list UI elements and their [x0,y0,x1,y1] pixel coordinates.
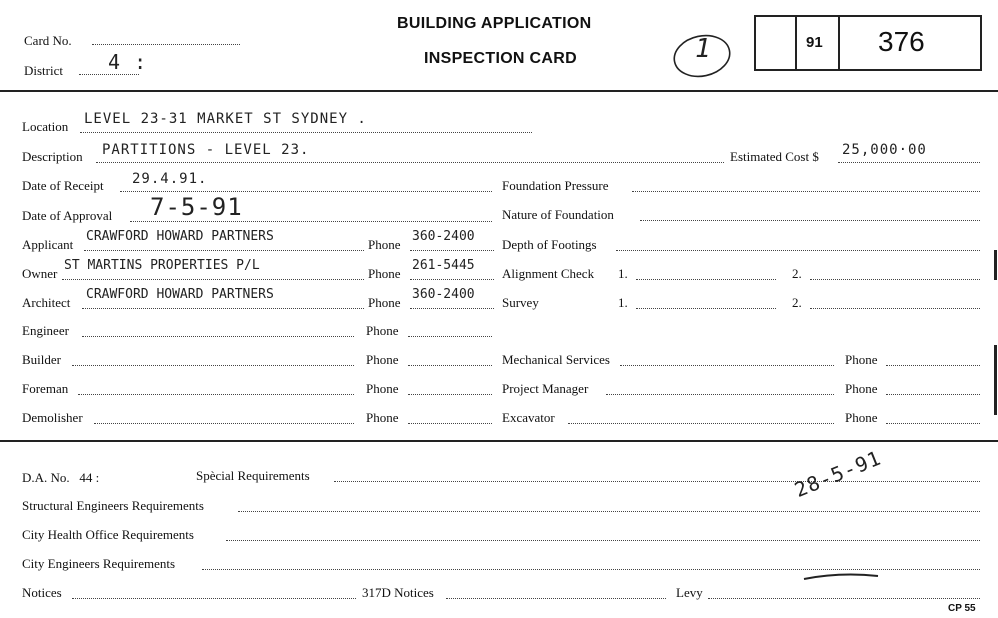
notices-317d-field[interactable] [446,598,666,599]
excavator-phone-label: Phone [845,410,878,425]
district-label: District [24,63,63,78]
levy-field[interactable] [708,598,980,599]
engineer-label: Engineer [22,323,69,338]
section-divider [0,90,998,92]
mechanical-phone-field[interactable] [886,365,980,366]
special-requirements-label: Spècial Requirements [196,468,310,483]
handwritten-date: 28-5-91 [791,445,885,502]
applicant-label: Applicant [22,237,74,252]
form-subtitle: INSPECTION CARD [424,50,577,67]
excavator-field[interactable] [568,423,834,424]
owner-phone-field[interactable] [410,279,494,280]
owner-label: Owner [22,266,58,281]
nature-foundation-field[interactable] [640,220,980,221]
demolisher-label: Demolisher [22,410,83,425]
survey-1-label: 1. [618,295,628,310]
handwritten-dash-mark [800,570,884,584]
demolisher-phone-field[interactable] [408,423,492,424]
engineer-phone-label: Phone [366,323,399,338]
structural-field[interactable] [238,511,980,512]
foreman-phone-label: Phone [366,381,399,396]
foundation-pressure-field[interactable] [632,191,980,192]
box-large-number: 376 [878,26,925,57]
estimated-cost-value: 25,000·00 [842,142,927,158]
city-engineers-label: City Engineers Requirements [22,556,176,571]
circled-number: 1 [695,34,712,64]
box-divider [838,17,840,69]
date-approval-label: Date of Approval [22,208,113,223]
owner-phone-label: Phone [368,266,401,281]
edge-mark [994,250,997,280]
demolisher-phone-label: Phone [366,410,399,425]
survey-2-label: 2. [792,295,802,310]
engineer-field[interactable] [82,336,354,337]
engineer-phone-field[interactable] [408,336,492,337]
architect-value: CRAWFORD HOWARD PARTNERS [86,287,274,302]
mechanical-phone-label: Phone [845,352,878,367]
form-title: BUILDING APPLICATION [397,15,592,32]
survey-label: Survey [502,295,539,310]
builder-phone-label: Phone [366,352,399,367]
estimated-cost-field[interactable] [838,162,980,163]
card-no-field[interactable] [92,44,240,45]
date-approval-field[interactable] [130,221,492,222]
alignment-check-1-label: 1. [618,266,628,281]
date-receipt-value: 29.4.91. [132,171,208,187]
form-code: CP 55 [948,603,976,614]
description-label: Description [22,149,83,164]
foreman-field[interactable] [78,394,354,395]
location-value: LEVEL 23-31 MARKET ST SYDNEY . [84,111,367,127]
foreman-phone-field[interactable] [408,394,492,395]
architect-phone-label: Phone [368,295,401,310]
district-value: 4 : [108,50,148,74]
foreman-label: Foreman [22,381,69,396]
applicant-value: CRAWFORD HOWARD PARTNERS [86,229,274,244]
architect-field[interactable] [82,308,364,309]
depth-footings-field[interactable] [616,250,980,251]
structural-label: Structural Engineers Requirements [22,498,204,513]
builder-phone-field[interactable] [408,365,492,366]
applicant-phone-value: 360-2400 [412,229,475,244]
alignment-check-2-label: 2. [792,266,802,281]
alignment-check-label: Alignment Check [502,266,595,281]
date-receipt-label: Date of Receipt [22,178,104,193]
project-manager-field[interactable] [606,394,834,395]
excavator-label: Excavator [502,410,555,425]
levy-label: Levy [676,585,703,600]
owner-value: ST MARTINS PROPERTIES P/L [64,258,260,273]
card-no-label: Card No. [24,33,72,48]
project-manager-phone-field[interactable] [886,394,980,395]
district-field[interactable] [79,74,139,75]
owner-field[interactable] [62,279,364,280]
section-divider [0,440,998,442]
excavator-phone-field[interactable] [886,423,980,424]
applicant-field[interactable] [84,250,364,251]
alignment-check-1-field[interactable] [636,279,776,280]
depth-footings-label: Depth of Footings [502,237,597,252]
architect-phone-field[interactable] [410,308,494,309]
architect-label: Architect [22,295,71,310]
project-manager-phone-label: Phone [845,381,878,396]
description-value: PARTITIONS - LEVEL 23. [102,142,310,158]
da-no-label: D.A. No. 44 : [22,470,100,485]
architect-phone-value: 360-2400 [412,287,475,302]
edge-mark [994,345,997,415]
health-label: City Health Office Requirements [22,527,194,542]
notices-label: Notices [22,585,62,600]
applicant-phone-field[interactable] [410,250,494,251]
card-number-box [754,15,982,71]
mechanical-label: Mechanical Services [502,352,610,367]
description-field[interactable] [96,162,724,163]
mechanical-field[interactable] [620,365,834,366]
location-field[interactable] [80,132,532,133]
date-approval-value: 7-5-91 [150,193,243,221]
health-field[interactable] [226,540,980,541]
demolisher-field[interactable] [94,423,354,424]
project-manager-label: Project Manager [502,381,589,396]
builder-label: Builder [22,352,61,367]
location-label: Location [22,119,69,134]
nature-foundation-label: Nature of Foundation [502,207,614,222]
foundation-pressure-label: Foundation Pressure [502,178,609,193]
owner-phone-value: 261-5445 [412,258,475,273]
survey-2-field[interactable] [810,308,980,309]
notices-field[interactable] [72,598,356,599]
applicant-phone-label: Phone [368,237,401,252]
special-requirements-field[interactable] [334,481,980,482]
date-receipt-field[interactable] [120,191,492,192]
notices-317d-label: 317D Notices [362,585,434,600]
builder-field[interactable] [72,365,354,366]
box-divider [795,17,797,69]
alignment-check-2-field[interactable] [810,279,980,280]
box-small-number: 91 [806,34,823,51]
estimated-cost-label: Estimated Cost $ [730,149,819,164]
survey-1-field[interactable] [636,308,776,309]
